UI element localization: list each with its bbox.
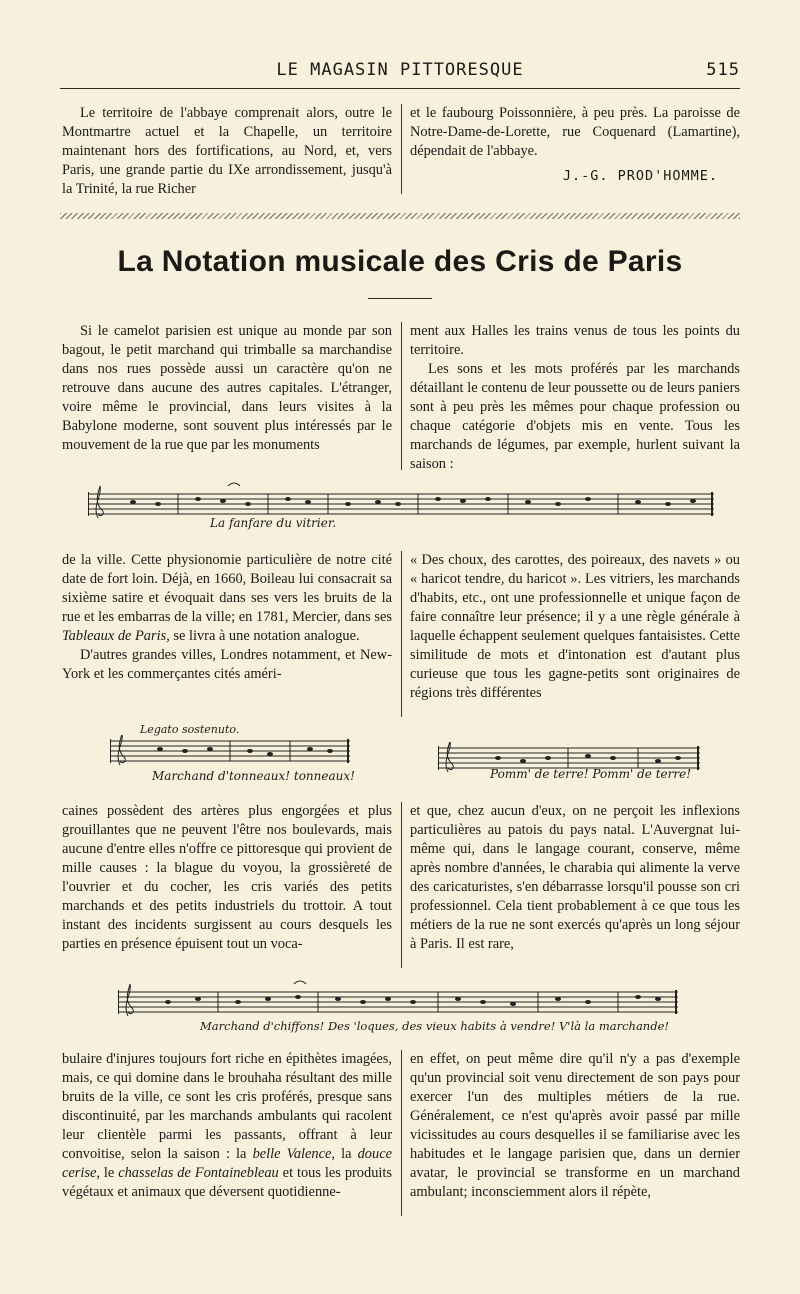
article-column-right-4 [410,1050,740,1202]
article-paragraph: et que, chez aucun d'eux, on ne perçoit les inflexions particulières au patois du pays natal. L'Auvergnat lui-même qui, dans le langage courant, conserve, même après nombre d'années, le charabia qui alimente la verve des caricaturistes, s'en débarrasse lorsqu'il pousse son cri professionnel. Cela tient probablement à ce que tous les métiers de la rue ne sont exercés qu'après un long séjour à Paris. Il est rare, [410,803,740,952]
previous-article-paragraph-end: et le faubourg Poissonnière, à peu près. La paroisse de Notre-Dame-de-Lorette, rue Coquenard (Lamartine), dépendait de l'abbaye. [410,105,740,159]
previous-article-right-column [410,104,740,186]
article-paragraph: D'autres grandes villes, Londres notamment, et New-York et les commerçantes cités améri- [62,647,392,682]
running-head [60,60,740,84]
magazine-title: LE MAGASIN PITTORESQUE [276,60,524,80]
music-staff-vitrier [88,480,714,526]
column-divider [401,802,402,968]
column-divider [401,104,402,194]
article-paragraph: caines possèdent des artères plus engorgées et plus grouillantes que ne peuvent l'être nos boulevards, mais aucune d'entre elles n'offre ce pittoresque qui provient de mille causes : la blague du voyou, la grossièreté de l'ouvrier et du cocher, les cris variés des petits marchands et des petits industriels du trottoir. A tout instant des incidents surgissent au cours desquels les parties en présence épuisent tout un voca- [62,803,392,952]
article-column-left-1 [62,322,392,455]
article-column-right-2 [410,551,740,703]
tempo-marking: Legato sostenuto. [140,723,240,736]
article-paragraph: de la ville. Cette physionomie particulière de notre cité date de fort loin. Déjà, en 1660, Boileau lui consacrait sa sixième satire et évoquait dans ses vers les bruits de la rue et les embarras de la ville; en 1781, Mercier, dans ses Tableaux de Paris, se livra à une notation analogue. [62,552,392,644]
article-title: La Notation musicale des Cris de Paris [117,245,683,278]
title-rule [368,298,432,299]
article-paragraph: bulaire d'injures toujours fort riche en épithètes imagées, mais, ce qui domine dans le brouhaha résultant des mille bruits de la ville, ce sont les cris proférés, presque sans discontinuité, par les marchands ambulants qui racolent leur clientèle parmi les passants, offrant à leur convoitise, selon la saison : la belle Valence, la douce cerise, le chasselas de Fontainebleau et tous les produits végétaux et animaux que déversent quotidienne- [62,1051,392,1200]
column-divider [401,551,402,717]
author-signature: J.-G. PROD'HOMME. [562,168,718,184]
page-number: 515 [706,60,740,80]
music-staff-chiffons [118,980,678,1022]
article-paragraph: en effet, on peut même dire qu'il n'y a pas d'exemple qu'un provincial soit venu directement de son pays pour exercer l'un des multiples métiers de la rue. Généralement, ce n'est qu'après avoir passé par mille vicissitudes au cours desquelles il se familiarise avec les habitudes et le langage parisien que, dans un dernier avatar, le provincial se transforme en un marchand ambulant; inconsciemment alors il répète, [410,1051,740,1200]
article-column-left-2 [62,551,392,684]
section-divider [60,213,740,219]
music-caption-pommes: Pomm' de terre! Pomm' de terre! [490,767,692,781]
article-paragraph: Les sons et les mots proférés par les marchands détaillant le contenu de leur poussette ou de leurs paniers sont à peu près les mêmes pour chaque profession ou chaque catégorie d'objets mis en vente. Tous les marchands de légumes, par exemple, hurlent suivant la saison : [410,361,740,472]
music-caption-tonneaux: Marchand d'tonneaux! tonneaux! [152,769,355,783]
music-staff-tonneaux [110,735,350,771]
article-paragraph: « Des choux, des carottes, des poireaux, des navets » ou « haricot tendre, du haricot ». Les vitriers, les marchands d'habits, etc., ont une professionnelle et unique façon de faire connaître leur présence; il y a une règle générale à laquelle échappent seulement quelques fantaisistes. Cette similitude de mots et d'intonation est d'autant plus curieuse que tous les gagne-petits sont originaires de régions très différentes [410,552,740,701]
header-rule [60,88,740,89]
music-caption-chiffons: Marchand d'chiffons! Des 'loques, des vieux habits à vendre! V'là la marchande! [200,1019,669,1033]
article-column-right-3 [410,802,740,954]
column-divider [401,1050,402,1216]
article-paragraph: Si le camelot parisien est unique au monde par son bagout, le petit marchand qui trimballe sa marchandise dans nos rues possède aussi un caractère qu'on ne retrouve dans aucune des autres capitales. L'étranger, voire même le provincial, dans leurs visites à la Babylone moderne, sont souvent plus intéressés par le mouvement de la rue que par les monuments [62,323,392,453]
article-paragraph: ment aux Halles les trains venus de tous les points du territoire. [410,323,740,358]
previous-article-left-column [62,104,392,199]
article-column-left-4 [62,1050,392,1202]
article-column-left-3 [62,802,392,954]
article-column-right-1 [410,322,740,474]
music-caption-vitrier: La fanfare du vitrier. [210,516,337,530]
previous-article-paragraph: Le territoire de l'abbaye comprenait alors, outre le Montmartre actuel et la Chapelle, un territoire maintenant hors des fortifications, au Nord, et, vers Paris, une grande partie du IXe arrondissement, jusqu'à la Trinité, la rue Richer [62,105,392,197]
column-divider [401,322,402,470]
